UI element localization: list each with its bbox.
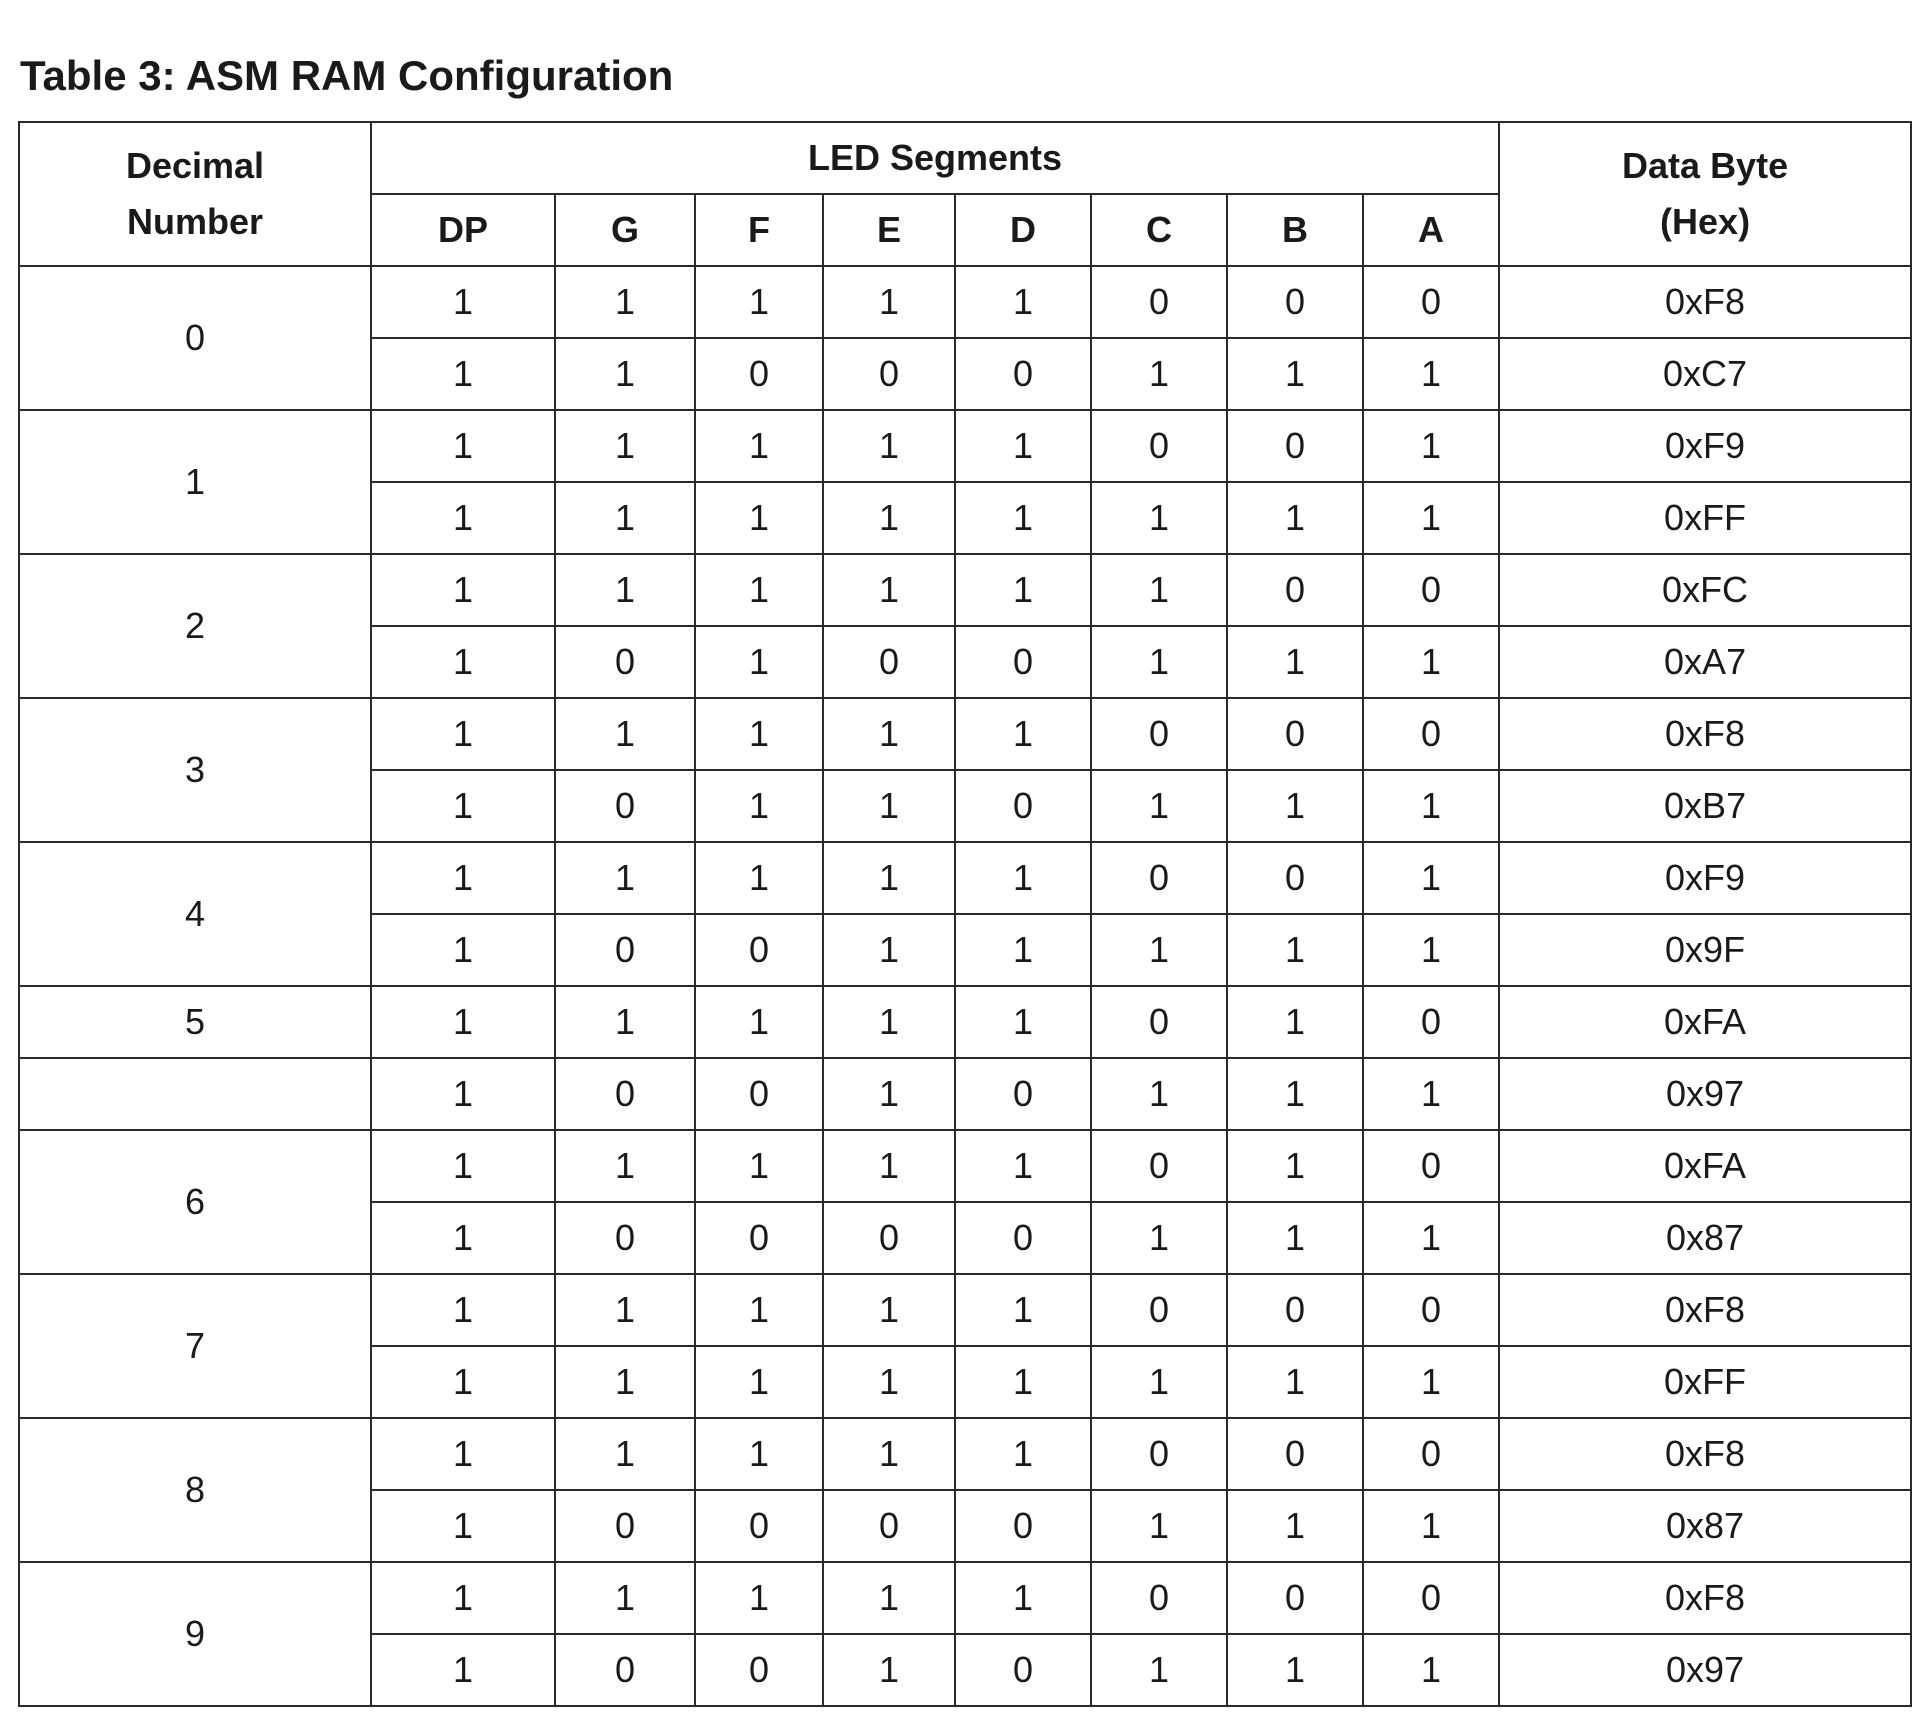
segment-bit-e: 1 bbox=[823, 986, 955, 1058]
data-byte-hex-cell: 0xB7 bbox=[1499, 770, 1911, 842]
segment-bit-d: 0 bbox=[955, 626, 1091, 698]
segment-bit-d: 1 bbox=[955, 266, 1091, 338]
segment-bit-dp: 1 bbox=[371, 1634, 555, 1706]
table-row bbox=[19, 986, 1911, 1058]
segment-bit-dp: 1 bbox=[371, 1274, 555, 1346]
segment-bit-dp: 1 bbox=[371, 842, 555, 914]
segment-bit-d: 1 bbox=[955, 842, 1091, 914]
segment-bit-f: 1 bbox=[695, 482, 823, 554]
segment-header-f: F bbox=[695, 194, 823, 266]
segment-bit-dp: 1 bbox=[371, 1202, 555, 1274]
segment-bit-d: 0 bbox=[955, 1634, 1091, 1706]
segment-bit-b: 0 bbox=[1227, 1274, 1363, 1346]
segment-bit-d: 0 bbox=[955, 1490, 1091, 1562]
segment-bit-c: 0 bbox=[1091, 410, 1227, 482]
segment-bit-f: 0 bbox=[695, 1490, 823, 1562]
segment-bit-e: 1 bbox=[823, 1418, 955, 1490]
segment-bit-f: 1 bbox=[695, 1130, 823, 1202]
segment-bit-d: 0 bbox=[955, 1202, 1091, 1274]
segment-bit-dp: 1 bbox=[371, 1130, 555, 1202]
segment-bit-a: 0 bbox=[1363, 1418, 1499, 1490]
segment-bit-f: 1 bbox=[695, 1418, 823, 1490]
data-byte-hex-cell: 0xA7 bbox=[1499, 626, 1911, 698]
data-byte-hex-cell: 0xF8 bbox=[1499, 1418, 1911, 1490]
data-byte-header-line1: Data Byte bbox=[1622, 145, 1789, 186]
segment-bit-e: 1 bbox=[823, 482, 955, 554]
header-row-1 bbox=[19, 122, 1911, 194]
segment-bit-f: 1 bbox=[695, 698, 823, 770]
decimal-header-line1: Decimal bbox=[125, 145, 265, 186]
segment-bit-dp: 1 bbox=[371, 914, 555, 986]
segment-bit-c: 0 bbox=[1091, 1274, 1227, 1346]
data-byte-hex-cell: 0x97 bbox=[1499, 1058, 1911, 1130]
segment-header-dp: DP bbox=[371, 194, 555, 266]
segment-bit-a: 1 bbox=[1363, 1490, 1499, 1562]
segment-bit-a: 1 bbox=[1363, 626, 1499, 698]
segment-bit-c: 1 bbox=[1091, 626, 1227, 698]
segment-bit-f: 0 bbox=[695, 338, 823, 410]
decimal-number-cell: 1 bbox=[19, 410, 371, 554]
segment-bit-g: 0 bbox=[555, 1202, 695, 1274]
segment-bit-b: 1 bbox=[1227, 1490, 1363, 1562]
table-row bbox=[19, 554, 1911, 626]
segment-bit-e: 1 bbox=[823, 266, 955, 338]
segment-bit-g: 1 bbox=[555, 986, 695, 1058]
segment-bit-c: 1 bbox=[1091, 1058, 1227, 1130]
segment-bit-g: 0 bbox=[555, 1490, 695, 1562]
decimal-number-cell: 6 bbox=[19, 1130, 371, 1274]
data-byte-hex-cell: 0xF8 bbox=[1499, 698, 1911, 770]
table-row bbox=[19, 842, 1911, 914]
data-byte-hex-cell: 0xF9 bbox=[1499, 842, 1911, 914]
segment-bit-g: 1 bbox=[555, 1346, 695, 1418]
segment-bit-g: 1 bbox=[555, 698, 695, 770]
segment-bit-d: 1 bbox=[955, 1346, 1091, 1418]
segment-bit-a: 1 bbox=[1363, 338, 1499, 410]
data-byte-hex-cell: 0xFF bbox=[1499, 482, 1911, 554]
decimal-number-cell: 9 bbox=[19, 1562, 371, 1706]
segment-bit-c: 1 bbox=[1091, 554, 1227, 626]
segment-header-g: G bbox=[555, 194, 695, 266]
segment-bit-f: 1 bbox=[695, 770, 823, 842]
segment-bit-g: 1 bbox=[555, 338, 695, 410]
segment-bit-c: 1 bbox=[1091, 1634, 1227, 1706]
data-byte-hex-cell: 0x9F bbox=[1499, 914, 1911, 986]
segment-bit-d: 1 bbox=[955, 410, 1091, 482]
segment-bit-e: 1 bbox=[823, 1058, 955, 1130]
segment-bit-a: 0 bbox=[1363, 986, 1499, 1058]
segment-bit-e: 1 bbox=[823, 1346, 955, 1418]
table-row bbox=[19, 698, 1911, 770]
segment-bit-e: 0 bbox=[823, 1202, 955, 1274]
segment-bit-b: 0 bbox=[1227, 698, 1363, 770]
table-row bbox=[19, 1130, 1911, 1202]
decimal-number-cell: 0 bbox=[19, 266, 371, 410]
data-byte-header-line2: (Hex) bbox=[1660, 201, 1751, 242]
segment-bit-f: 1 bbox=[695, 986, 823, 1058]
segment-header-d: D bbox=[955, 194, 1091, 266]
data-byte-hex-cell: 0xF9 bbox=[1499, 410, 1911, 482]
decimal-number-cell: 7 bbox=[19, 1274, 371, 1418]
segment-bit-f: 1 bbox=[695, 1562, 823, 1634]
segment-bit-e: 1 bbox=[823, 1562, 955, 1634]
segment-bit-f: 1 bbox=[695, 554, 823, 626]
segment-bit-c: 1 bbox=[1091, 1490, 1227, 1562]
data-byte-hex-cell: 0x87 bbox=[1499, 1202, 1911, 1274]
segment-bit-a: 1 bbox=[1363, 842, 1499, 914]
segment-bit-b: 1 bbox=[1227, 338, 1363, 410]
segment-bit-c: 0 bbox=[1091, 698, 1227, 770]
table-row bbox=[19, 410, 1911, 482]
segment-bit-b: 0 bbox=[1227, 266, 1363, 338]
segment-header-a: A bbox=[1363, 194, 1499, 266]
segment-bit-dp: 1 bbox=[371, 626, 555, 698]
segment-bit-b: 0 bbox=[1227, 554, 1363, 626]
data-byte-hex-cell: 0xFA bbox=[1499, 986, 1911, 1058]
segment-bit-d: 1 bbox=[955, 482, 1091, 554]
segment-bit-b: 0 bbox=[1227, 1418, 1363, 1490]
segment-bit-a: 1 bbox=[1363, 482, 1499, 554]
table-header bbox=[19, 122, 1911, 266]
segment-bit-b: 0 bbox=[1227, 842, 1363, 914]
decimal-header-line2: Number bbox=[126, 201, 264, 242]
segment-bit-g: 1 bbox=[555, 1562, 695, 1634]
segment-bit-dp: 1 bbox=[371, 1562, 555, 1634]
segment-bit-g: 1 bbox=[555, 1130, 695, 1202]
segment-bit-a: 1 bbox=[1363, 1058, 1499, 1130]
segment-bit-a: 1 bbox=[1363, 410, 1499, 482]
segment-bit-g: 1 bbox=[555, 842, 695, 914]
segment-bit-dp: 1 bbox=[371, 698, 555, 770]
segment-bit-d: 1 bbox=[955, 554, 1091, 626]
data-byte-hex-cell: 0xFA bbox=[1499, 1130, 1911, 1202]
segment-bit-dp: 1 bbox=[371, 482, 555, 554]
segment-bit-c: 0 bbox=[1091, 266, 1227, 338]
segment-bit-e: 1 bbox=[823, 698, 955, 770]
segment-bit-e: 0 bbox=[823, 338, 955, 410]
table-body bbox=[19, 266, 1911, 1706]
segment-bit-e: 1 bbox=[823, 1130, 955, 1202]
segment-bit-dp: 1 bbox=[371, 410, 555, 482]
segment-bit-c: 1 bbox=[1091, 1202, 1227, 1274]
segment-bit-f: 0 bbox=[695, 1058, 823, 1130]
segment-bit-b: 1 bbox=[1227, 1634, 1363, 1706]
segment-bit-g: 0 bbox=[555, 626, 695, 698]
segment-bit-a: 0 bbox=[1363, 698, 1499, 770]
segment-bit-b: 1 bbox=[1227, 482, 1363, 554]
asm-ram-config-table bbox=[18, 121, 1912, 1707]
segment-bit-c: 1 bbox=[1091, 770, 1227, 842]
segment-bit-b: 1 bbox=[1227, 1202, 1363, 1274]
segment-bit-a: 1 bbox=[1363, 1634, 1499, 1706]
segment-bit-g: 0 bbox=[555, 914, 695, 986]
data-byte-hex-cell: 0x87 bbox=[1499, 1490, 1911, 1562]
segment-bit-d: 1 bbox=[955, 1418, 1091, 1490]
segment-bit-f: 0 bbox=[695, 1634, 823, 1706]
table-title: Table 3: ASM RAM Configuration bbox=[20, 52, 674, 99]
led-segments-header: LED Segments bbox=[371, 122, 1499, 194]
segment-bit-c: 0 bbox=[1091, 986, 1227, 1058]
segment-bit-dp: 1 bbox=[371, 554, 555, 626]
segment-bit-dp: 1 bbox=[371, 1490, 555, 1562]
decimal-number-empty-cell bbox=[19, 1058, 371, 1130]
segment-bit-d: 1 bbox=[955, 914, 1091, 986]
segment-bit-a: 0 bbox=[1363, 1274, 1499, 1346]
segment-bit-e: 1 bbox=[823, 410, 955, 482]
segment-bit-a: 0 bbox=[1363, 554, 1499, 626]
segment-bit-b: 0 bbox=[1227, 1562, 1363, 1634]
segment-bit-b: 1 bbox=[1227, 1058, 1363, 1130]
segment-bit-c: 1 bbox=[1091, 914, 1227, 986]
segment-bit-e: 1 bbox=[823, 1274, 955, 1346]
data-byte-hex-cell: 0xFC bbox=[1499, 554, 1911, 626]
segment-bit-c: 0 bbox=[1091, 842, 1227, 914]
segment-bit-b: 1 bbox=[1227, 1346, 1363, 1418]
data-byte-hex-cell: 0x97 bbox=[1499, 1634, 1911, 1706]
segment-bit-dp: 1 bbox=[371, 1058, 555, 1130]
segment-bit-f: 1 bbox=[695, 1346, 823, 1418]
segment-bit-g: 1 bbox=[555, 410, 695, 482]
segment-header-b: B bbox=[1227, 194, 1363, 266]
segment-bit-c: 1 bbox=[1091, 1346, 1227, 1418]
decimal-number-cell: 5 bbox=[19, 986, 371, 1058]
segment-bit-g: 1 bbox=[555, 1274, 695, 1346]
segment-bit-b: 1 bbox=[1227, 1130, 1363, 1202]
table-row bbox=[19, 1058, 1911, 1130]
segment-bit-g: 1 bbox=[555, 1418, 695, 1490]
segment-bit-dp: 1 bbox=[371, 1418, 555, 1490]
segment-bit-g: 1 bbox=[555, 482, 695, 554]
segment-bit-d: 1 bbox=[955, 1562, 1091, 1634]
segment-bit-e: 1 bbox=[823, 770, 955, 842]
segment-bit-e: 1 bbox=[823, 1634, 955, 1706]
segment-bit-a: 0 bbox=[1363, 1562, 1499, 1634]
data-byte-hex-cell: 0xC7 bbox=[1499, 338, 1911, 410]
segment-bit-c: 1 bbox=[1091, 338, 1227, 410]
segment-bit-d: 1 bbox=[955, 1274, 1091, 1346]
segment-bit-e: 1 bbox=[823, 914, 955, 986]
decimal-number-cell: 2 bbox=[19, 554, 371, 698]
table-row bbox=[19, 1274, 1911, 1346]
data-byte-hex-cell: 0xF8 bbox=[1499, 1274, 1911, 1346]
segment-bit-b: 0 bbox=[1227, 410, 1363, 482]
segment-bit-dp: 1 bbox=[371, 986, 555, 1058]
segment-bit-d: 1 bbox=[955, 1130, 1091, 1202]
segment-bit-c: 1 bbox=[1091, 482, 1227, 554]
segment-bit-b: 1 bbox=[1227, 626, 1363, 698]
segment-bit-e: 1 bbox=[823, 554, 955, 626]
segment-bit-a: 1 bbox=[1363, 770, 1499, 842]
segment-bit-d: 0 bbox=[955, 770, 1091, 842]
segment-bit-f: 1 bbox=[695, 410, 823, 482]
segment-bit-f: 0 bbox=[695, 914, 823, 986]
data-byte-hex-cell: 0xF8 bbox=[1499, 266, 1911, 338]
table-row bbox=[19, 1418, 1911, 1490]
segment-bit-d: 1 bbox=[955, 986, 1091, 1058]
segment-bit-d: 1 bbox=[955, 698, 1091, 770]
segment-bit-a: 0 bbox=[1363, 266, 1499, 338]
segment-bit-f: 1 bbox=[695, 1274, 823, 1346]
segment-bit-dp: 1 bbox=[371, 266, 555, 338]
segment-bit-f: 0 bbox=[695, 1202, 823, 1274]
segment-bit-d: 0 bbox=[955, 338, 1091, 410]
decimal-number-cell: 3 bbox=[19, 698, 371, 842]
segment-bit-a: 1 bbox=[1363, 1346, 1499, 1418]
segment-bit-b: 1 bbox=[1227, 986, 1363, 1058]
segment-bit-f: 1 bbox=[695, 626, 823, 698]
segment-bit-g: 1 bbox=[555, 266, 695, 338]
segment-bit-e: 0 bbox=[823, 626, 955, 698]
data-byte-header bbox=[1499, 122, 1911, 266]
segment-bit-e: 0 bbox=[823, 1490, 955, 1562]
segment-bit-g: 0 bbox=[555, 770, 695, 842]
table-row bbox=[19, 1562, 1911, 1634]
segment-bit-g: 0 bbox=[555, 1634, 695, 1706]
segment-bit-a: 1 bbox=[1363, 914, 1499, 986]
data-byte-hex-cell: 0xFF bbox=[1499, 1346, 1911, 1418]
decimal-number-cell: 4 bbox=[19, 842, 371, 986]
decimal-number-cell: 8 bbox=[19, 1418, 371, 1562]
decimal-number-header bbox=[19, 122, 371, 266]
segment-bit-a: 0 bbox=[1363, 1130, 1499, 1202]
segment-bit-f: 1 bbox=[695, 266, 823, 338]
segment-bit-b: 1 bbox=[1227, 914, 1363, 986]
segment-bit-b: 1 bbox=[1227, 770, 1363, 842]
segment-bit-c: 0 bbox=[1091, 1418, 1227, 1490]
segment-bit-a: 1 bbox=[1363, 1202, 1499, 1274]
data-byte-hex-cell: 0xF8 bbox=[1499, 1562, 1911, 1634]
segment-bit-dp: 1 bbox=[371, 770, 555, 842]
segment-header-c: C bbox=[1091, 194, 1227, 266]
table-row bbox=[19, 266, 1911, 338]
segment-bit-d: 0 bbox=[955, 1058, 1091, 1130]
segment-bit-dp: 1 bbox=[371, 338, 555, 410]
segment-bit-dp: 1 bbox=[371, 1346, 555, 1418]
segment-bit-e: 1 bbox=[823, 842, 955, 914]
segment-bit-g: 0 bbox=[555, 1058, 695, 1130]
segment-bit-f: 1 bbox=[695, 842, 823, 914]
segment-bit-c: 0 bbox=[1091, 1562, 1227, 1634]
segment-bit-g: 1 bbox=[555, 554, 695, 626]
segment-bit-c: 0 bbox=[1091, 1130, 1227, 1202]
segment-header-e: E bbox=[823, 194, 955, 266]
